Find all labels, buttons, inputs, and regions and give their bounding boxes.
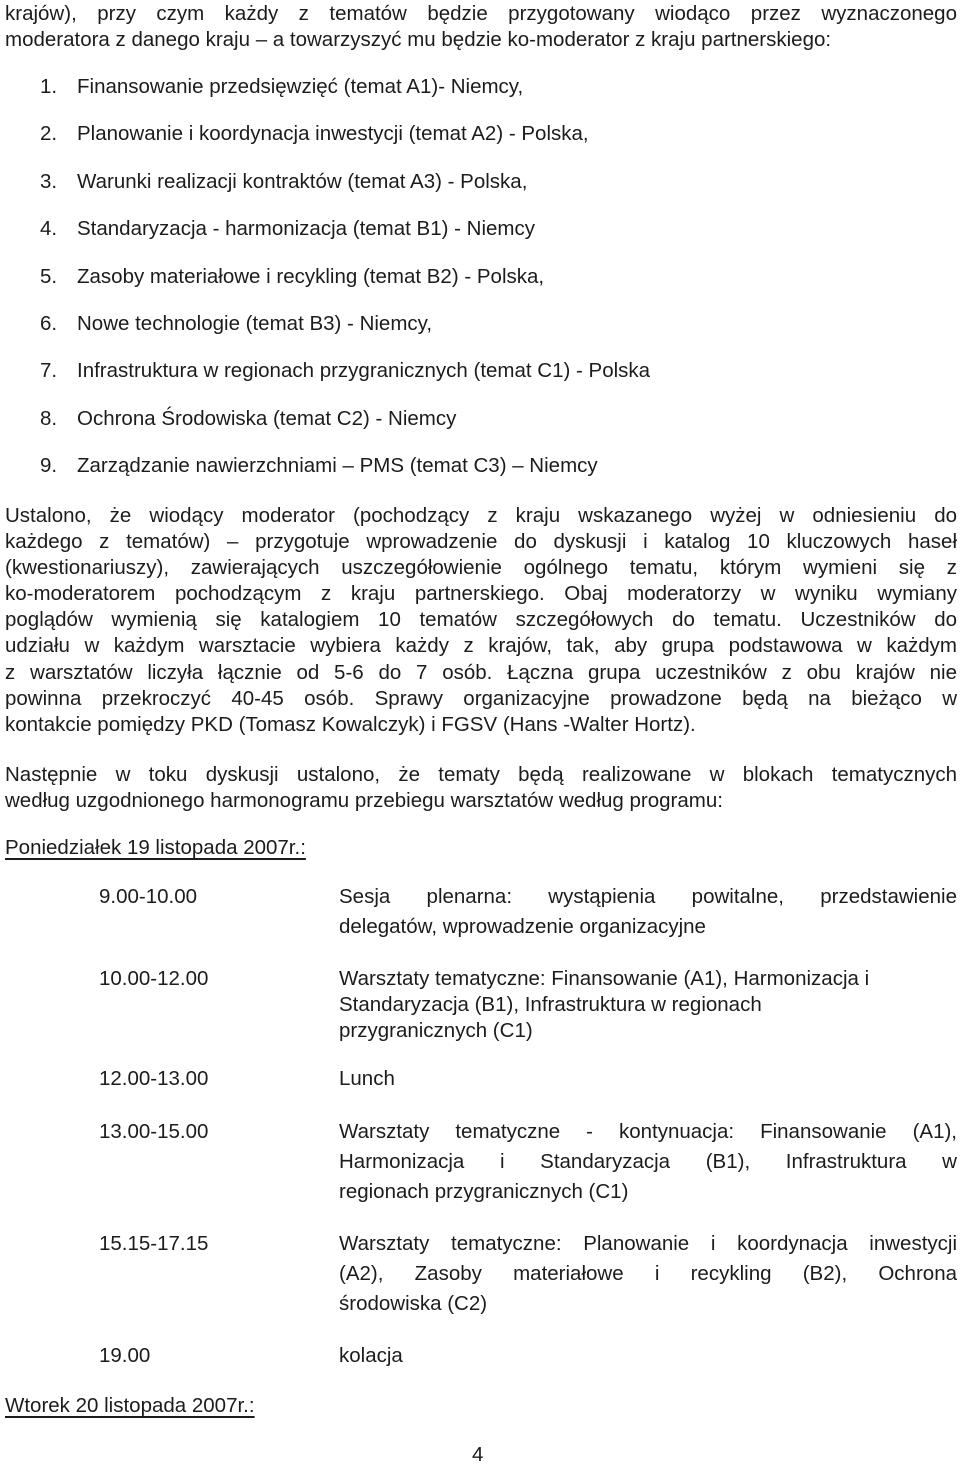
schedule-desc-line: kolacja	[339, 1344, 403, 1367]
schedule-time: 19.00	[99, 1344, 151, 1367]
list-number: 4.	[40, 217, 58, 240]
paragraph-line: każdego z tematów) – przygotuje wprowadzenie do dyskusji i katalog 10 kluczowych haseł	[5, 530, 957, 553]
list-item	[40, 265, 544, 289]
paragraph-line: Następnie w toku dyskusji ustalono, że tematy będą realizowane w blokach tematycznych	[5, 763, 957, 786]
paragraph-line: kontakcie pomiędzy PKD (Tomasz Kowalczyk) i FGSV (Hans -Walter Hortz).	[5, 713, 696, 736]
intro-line: moderatora z danego kraju – a towarzyszyć mu będzie ko-moderator z kraju partnerskiego:	[5, 28, 832, 51]
list-number: 8.	[40, 407, 58, 430]
list-text: Warunki realizacji kontraktów (temat A3) - Polska,	[77, 170, 528, 193]
list-number: 5.	[40, 265, 58, 288]
list-number: 1.	[40, 75, 58, 98]
schedule-desc-line: Warsztaty tematyczne: Planowanie i koordynacja inwestycji	[339, 1232, 957, 1255]
schedule-time: 13.00-15.00	[99, 1120, 209, 1143]
paragraph-line: udziału w każdym warsztacie wybiera każdy z krajów, tak, aby grupa podstawowa w każdym	[5, 634, 957, 657]
list-text: Standaryzacja - harmonizacja (temat B1) - Niemcy	[77, 217, 535, 240]
schedule-desc-line: regionach przygranicznych (C1)	[339, 1180, 629, 1203]
schedule-time: 15.15-17.15	[99, 1232, 209, 1255]
paragraph-line: ko-moderatorem pochodzącym z kraju partnerskiego. Obaj moderatorzy w wyniku wymiany	[5, 582, 957, 605]
paragraph-line: powinna przekroczyć 40-45 osób. Sprawy organizacyjne prowadzone będą na bieżąco w	[5, 687, 957, 710]
list-text: Ochrona Środowiska (temat C2) - Niemcy	[77, 407, 457, 430]
list-number: 7.	[40, 359, 58, 382]
list-text: Zasoby materiałowe i recykling (temat B2) - Polska,	[77, 265, 545, 288]
day-heading: Wtorek 20 listopada 2007r.:	[5, 1394, 255, 1417]
schedule-desc-line: (A2), Zasoby materiałowe i recykling (B2), Ochrona	[339, 1262, 957, 1285]
paragraph-line: (kwestionariuszy), zawierających uszczegółowienie ogólnego tematu, którym wymieni się z	[5, 556, 957, 579]
paragraph-line: Ustalono, że wiodący moderator (pochodzący z kraju wskazanego wyżej w odniesieniu do	[5, 504, 957, 527]
intro-line: krajów), przy czym każdy z tematów będzie przygotowany wiodąco przez wyznaczonego	[5, 2, 957, 25]
list-item	[40, 170, 527, 194]
paragraph-line: według uzgodnionego harmonogramu przebiegu warsztatów według programu:	[5, 789, 723, 812]
list-item	[40, 359, 650, 383]
list-text: Nowe technologie (temat B3) - Niemcy,	[77, 312, 433, 335]
list-number: 3.	[40, 170, 58, 193]
schedule-time: 10.00-12.00	[99, 967, 209, 990]
schedule-desc-line: Warsztaty tematyczne: Finansowanie (A1), Harmonizacja i	[339, 967, 870, 990]
list-number: 2.	[40, 122, 58, 145]
schedule-desc-line: Standaryzacja (B1), Infrastruktura w regionach	[339, 993, 762, 1016]
paragraph-line: z warsztatów liczyła łącznie od 5-6 do 7 osób. Łączna grupa uczestników z obu krajów nie	[5, 661, 957, 684]
list-item	[40, 407, 456, 431]
list-text: Zarządzanie nawierzchniami – PMS (temat C3) – Niemcy	[77, 454, 598, 477]
schedule-time: 12.00-13.00	[99, 1067, 209, 1090]
schedule-time: 9.00-10.00	[99, 885, 198, 908]
list-text: Finansowanie przedsięwzięć (temat A1)- Niemcy,	[77, 75, 524, 98]
schedule-desc-line: Warsztaty tematyczne - kontynuacja: Finansowanie (A1),	[339, 1120, 957, 1143]
list-item	[40, 312, 432, 336]
list-text: Planowanie i koordynacja inwestycji (temat A2) - Polska,	[77, 122, 589, 145]
day-heading: Poniedziałek 19 listopada 2007r.:	[5, 836, 306, 859]
paragraph-line: poglądów wymienią się katalogiem 10 tematów szczegółowych do tematu. Uczestników do	[5, 608, 957, 631]
schedule-desc-line: Lunch	[339, 1067, 395, 1090]
list-item	[40, 122, 589, 146]
schedule-desc-line: delegatów, wprowadzenie organizacyjne	[339, 915, 706, 938]
list-number: 9.	[40, 454, 58, 477]
list-item	[40, 454, 598, 478]
list-number: 6.	[40, 312, 58, 335]
schedule-desc-line: środowiska (C2)	[339, 1292, 488, 1315]
schedule-desc-line: przygranicznych (C1)	[339, 1019, 533, 1042]
schedule-desc-line: Harmonizacja i Standaryzacja (B1), Infrastruktura w	[339, 1150, 957, 1173]
list-item	[40, 217, 535, 241]
list-item	[40, 75, 523, 99]
page-number: 4	[472, 1443, 484, 1466]
schedule-desc-line: Sesja plenarna: wystąpienia powitalne, przedstawienie	[339, 885, 957, 908]
list-text: Infrastruktura w regionach przygranicznych (temat C1) - Polska	[77, 359, 651, 382]
